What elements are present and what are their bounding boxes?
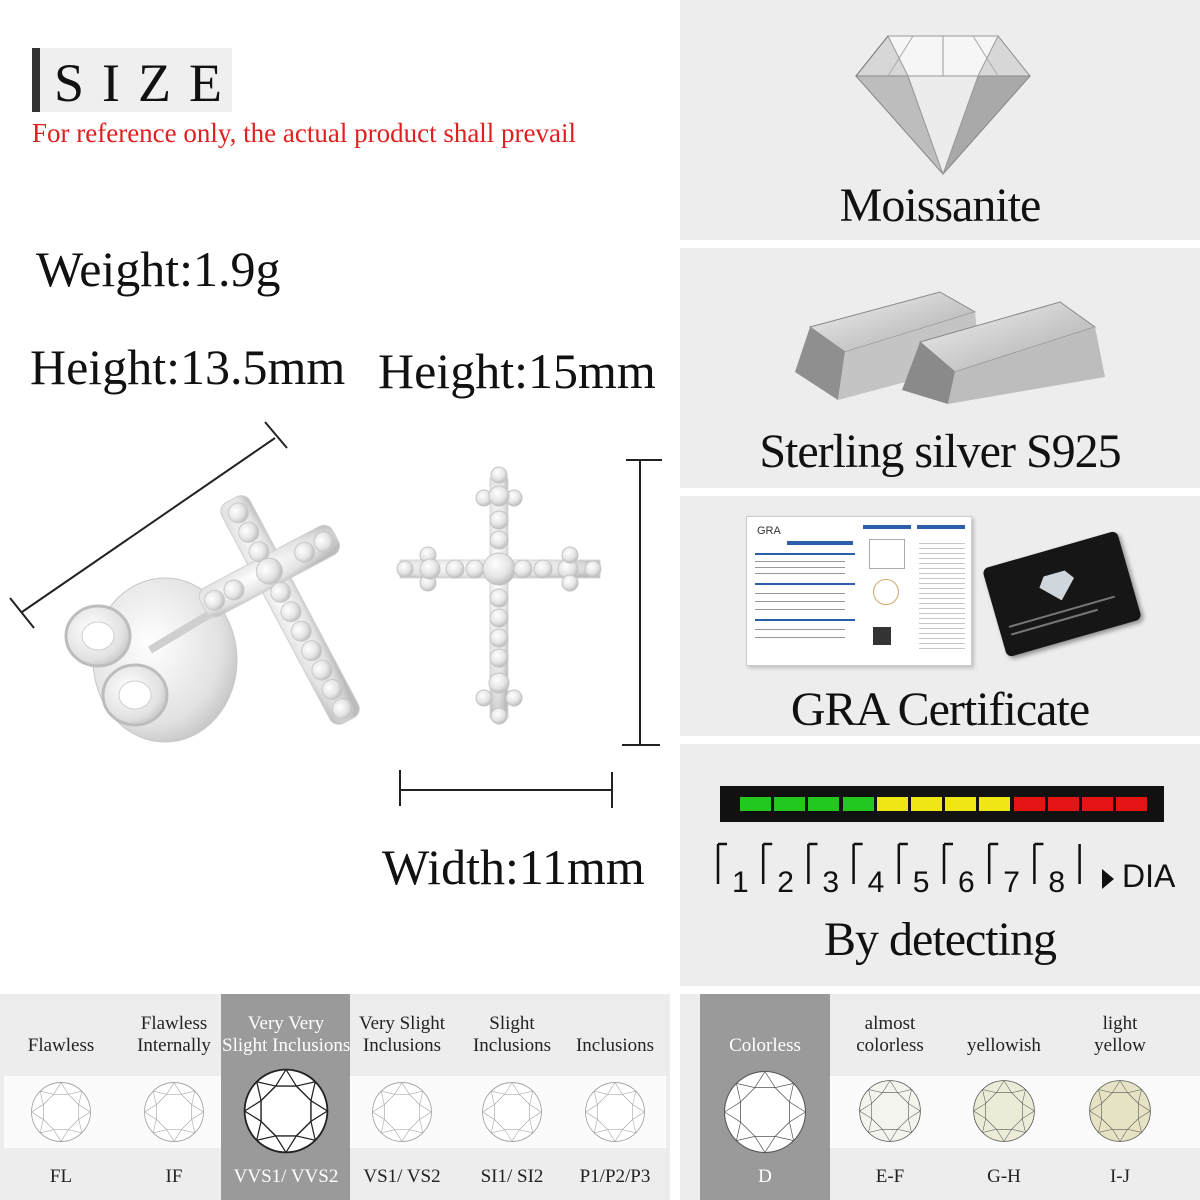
color-diamond-icon: [971, 1078, 1037, 1149]
dia-label: DIA: [1122, 858, 1176, 894]
meter-segment: [911, 797, 942, 811]
meter-segment: [774, 797, 805, 811]
color-grade-code: I-J: [1109, 1166, 1131, 1187]
clarity-diamond-icon: [480, 1080, 544, 1149]
color-grade-name: [701, 1013, 829, 1057]
scale-number: 7: [1003, 866, 1020, 899]
cross-front-view: [397, 467, 601, 724]
scale-number: 4: [867, 866, 885, 899]
detector-meter: [720, 786, 1164, 822]
scale-tick: [763, 844, 772, 884]
scale-tick: [718, 844, 727, 884]
clarity-grade-code: FL: [49, 1166, 73, 1187]
size-header-accent: [32, 48, 40, 112]
gra-id-card: [982, 530, 1142, 657]
clarity-grade-name-line: Inclusions: [472, 1035, 552, 1056]
silver-label: Sterling silver S925: [759, 425, 1121, 478]
scale-tick: [899, 844, 908, 884]
meter-segment: [1082, 797, 1113, 811]
color-grade-code: G-H: [987, 1166, 1021, 1187]
color-grade-name-line: light: [1102, 1013, 1138, 1034]
moissanite-label: Moissanite: [839, 179, 1041, 232]
clarity-grade-name-line: Inclusions: [362, 1035, 442, 1056]
color-grade-name-line: Colorless: [729, 1035, 801, 1056]
color-grade-name-line: colorless: [856, 1035, 924, 1056]
clarity-grade-name-line: Flawless: [140, 1013, 208, 1034]
clarity-grade-name-line: Very Slight: [358, 1013, 446, 1034]
diamond-icon: [848, 14, 1038, 179]
gra-certificate-document: [746, 516, 972, 666]
side-height-label: Height:13.5mm: [30, 339, 346, 395]
color-grade-name-line: yellow: [1094, 1035, 1146, 1056]
earring-product-image: [0, 410, 680, 830]
clarity-diamond-icon: [583, 1080, 647, 1149]
color-grade-name: [940, 1013, 1068, 1057]
clarity-grade-name-line: [0, 1013, 125, 1035]
color-grade-name-line: [940, 1013, 1068, 1035]
meter-segment: [808, 797, 839, 811]
scale-number: 5: [912, 866, 930, 899]
front-height-dimension-line: [622, 460, 662, 745]
clarity-grade-code: P1/P2/P3: [579, 1166, 651, 1187]
clarity-grade-name-line: [551, 1013, 679, 1035]
clarity-grade-name-line: Internally: [137, 1035, 211, 1056]
meter-segment: [1116, 797, 1147, 811]
scale-number: 1: [732, 866, 749, 899]
color-grade-code: E-F: [875, 1166, 905, 1187]
meter-segment: [843, 797, 874, 811]
silver-bars-icon: [790, 272, 1120, 407]
clarity-grade-name: [222, 1013, 350, 1057]
clarity-diamond-icon: [370, 1080, 434, 1149]
certificate-label: GRA Certificate: [790, 683, 1090, 736]
clarity-grade-name: [551, 1013, 679, 1057]
meter-segment: [1014, 797, 1045, 811]
play-arrow-icon: [1102, 869, 1114, 889]
clarity-grade-name: [338, 1013, 466, 1057]
meter-segment: [877, 797, 908, 811]
clarity-grade-name-line: Inclusions: [575, 1035, 655, 1056]
clarity-diamond-icon: [142, 1080, 206, 1149]
width-dimension-line: [400, 770, 612, 808]
scale-number: 8: [1048, 866, 1066, 899]
clarity-grade-name-line: Very Very: [247, 1013, 325, 1034]
scale-tick: [854, 844, 863, 884]
color-diamond-icon: [1087, 1078, 1153, 1149]
meter-segment: [1048, 797, 1079, 811]
moissanite-panel: [680, 0, 1200, 240]
silver-panel: [680, 248, 1200, 488]
color-grade-name-line: almost: [864, 1013, 916, 1034]
color-grade-name-line: [701, 1013, 829, 1035]
clarity-grade-code: VVS1/ VVS2: [233, 1166, 339, 1187]
scale-number: 6: [958, 866, 975, 899]
color-diamond-icon: [721, 1068, 809, 1161]
scale-tick: [944, 844, 953, 884]
scale-tick: [808, 844, 817, 884]
detector-scale: [716, 842, 1086, 887]
clarity-grade-name: [0, 1013, 125, 1057]
clarity-diamond-icon: [29, 1080, 93, 1149]
clarity-grade-code: VS1/ VS2: [363, 1166, 441, 1187]
meter-segment: [945, 797, 976, 811]
clarity-grade-code: IF: [165, 1166, 183, 1187]
scale-number: 3: [822, 866, 840, 899]
size-title: SIZE: [54, 53, 240, 113]
color-diamond-icon: [857, 1078, 923, 1149]
clarity-grade-name-line: Slight: [489, 1013, 535, 1034]
clarity-grade-code: SI1/ SI2: [480, 1166, 544, 1187]
color-grade-name: [826, 1013, 954, 1057]
card-diamond-icon: [1037, 568, 1079, 605]
weight-label: Weight:1.9g: [36, 241, 281, 297]
certificate-panel: [680, 496, 1200, 736]
clarity-diamond-icon: [241, 1066, 331, 1161]
color-grade-code: D: [758, 1166, 772, 1187]
scale-number: 2: [777, 866, 794, 899]
color-grade-name: [1056, 1013, 1184, 1057]
size-disclaimer: For reference only, the actual product shall prevail: [32, 118, 577, 148]
detecting-label: By detecting: [824, 913, 1056, 966]
color-grade-name-line: yellowish: [967, 1035, 1041, 1056]
width-label: Width:11mm: [382, 839, 645, 895]
meter-segment: [740, 797, 771, 811]
meter-segment: [979, 797, 1010, 811]
clarity-grade-name-line: Flawless: [27, 1035, 95, 1056]
scale-tick: [1034, 844, 1043, 884]
front-height-label: Height:15mm: [378, 343, 656, 399]
gra-logo: GRA: [757, 525, 781, 537]
clarity-grade-name-line: Slight Inclusions: [222, 1035, 351, 1056]
scale-tick: [989, 844, 998, 884]
clarity-grade-name: [110, 1013, 238, 1057]
